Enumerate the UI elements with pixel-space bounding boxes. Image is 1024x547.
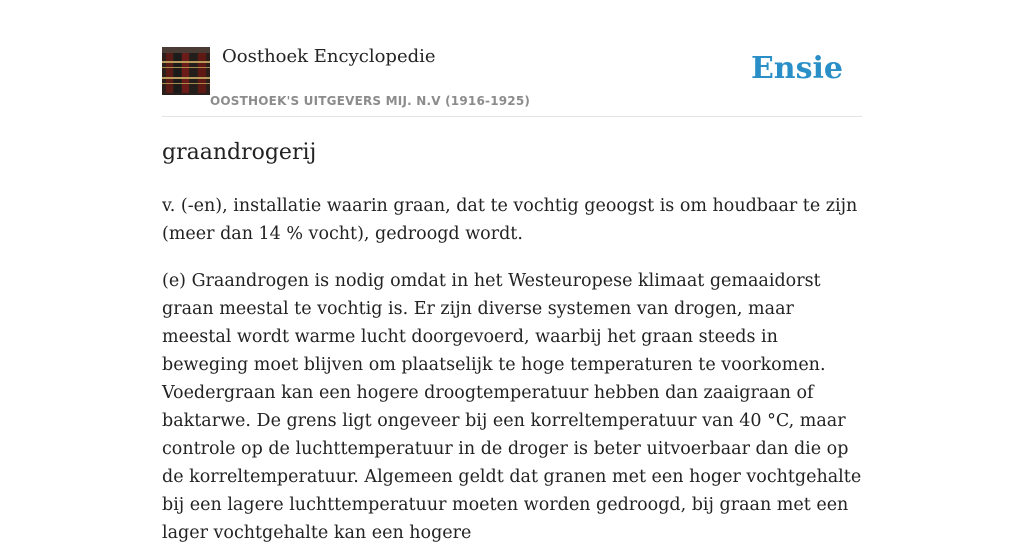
brand-logo-link[interactable]: Ensie: [750, 51, 843, 86]
header: [162, 44, 862, 117]
entry-body-paragraph: (e) Graandrogen is nodig omdat in het Westeuropese klimaat gemaaidorst graan meestal te vochtig is. Er zijn diverse systemen van drogen, maar meestal wordt warme lucht doorgevoerd, waarbij het graan steeds in beweging moet blijven om plaatselijk te hoge temperaturen te voorkomen. Voedergraan kan een hogere droogtemperatuur hebben dan zaaigraan of baktarwe. De grens ligt ongeveer bij een korreltemperatuur van 40 °C, maar controle op de luchttemperatuur in de droger is beter uitvoerbaar dan die op de korreltemperatuur. Algemeen geldt dat granen met een hoger vochtgehalte bij een lagere luchttemperatuur moeten worden gedroogd, bij graan met een lager vochtgehalte kan een hogere: [162, 271, 862, 543]
publication-title[interactable]: Oosthoek Encyclopedie: [222, 46, 436, 67]
entry-definition: v. (-en), installatie waarin graan, dat te vochtig geoogst is om houdbaar te zijn (meer dan 14 % vocht), gedroogd wordt.: [162, 196, 858, 244]
publication-subtitle: OOSTHOEK'S UITGEVERS MIJ. N.V (1916-1925): [210, 94, 531, 108]
publication-avatar[interactable]: [162, 47, 210, 95]
entry-title: graandrogerij: [162, 140, 317, 165]
book-spines-icon: [162, 47, 210, 95]
